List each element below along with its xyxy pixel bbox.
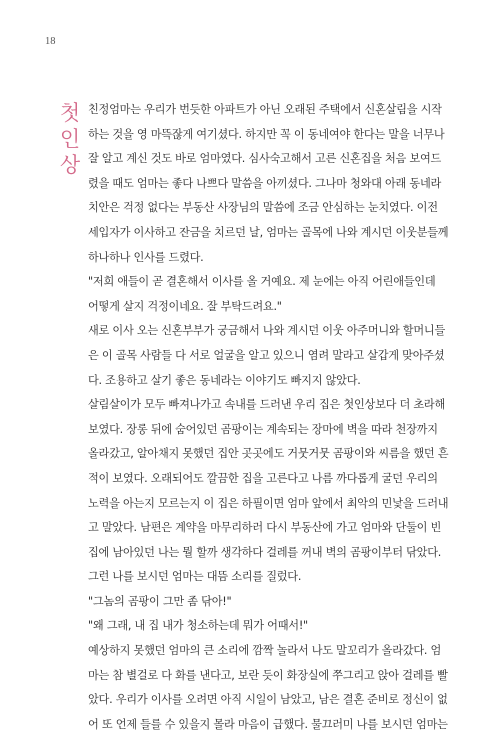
text-line: 적이 보였다. 오래되어도 깔끔한 집을 고른다고 나름 까다롭게 굴던 우리의 xyxy=(88,471,438,485)
text-line: 새로 이사 오는 신혼부부가 궁금해서 나와 계시던 이웃 아주머니와 할머니들 xyxy=(88,324,446,338)
text-line: 하는 것을 영 마뜩잖게 여기셨다. 하지만 꼭 이 동네여야 한다는 말을 너무나 xyxy=(88,127,445,141)
chapter-title-char: 인 xyxy=(59,127,81,151)
page-number: 18 xyxy=(45,36,56,47)
text-line: 어떻게 살지 걱정이네요. 잘 부탁드려요." xyxy=(88,299,282,313)
text-line: "그놈의 곰팡이 그만 좀 닦아!" xyxy=(88,594,232,608)
chapter-title xyxy=(58,100,82,178)
text-line: 어 또 언제 들를 수 있을지 몰라 마음이 급했다. 물끄러미 나를 보시던 엄마는 xyxy=(88,717,448,731)
text-line: "저희 애들이 곧 결혼해서 이사를 올 거예요. 제 눈에는 아직 어린애들인데 xyxy=(88,275,436,289)
text-line: 다. 조용하고 살기 좋은 동네라는 이야기도 빠지지 않았다. xyxy=(88,373,361,387)
text-line: 고 말았다. 남편은 계약을 마무리하러 다시 부동산에 가고 엄마와 단둘이 빈 xyxy=(88,521,442,535)
text-line: 집에 남아있던 나는 뭘 할까 생각하다 걸레를 꺼내 벽의 곰팡이부터 닦았다. xyxy=(88,545,442,559)
text-line: 살림살이가 모두 빠져나가고 속내를 드러낸 우리 집은 첫인상보다 더 초라해 xyxy=(88,398,446,412)
text-line: 친정엄마는 우리가 번듯한 아파트가 아닌 오래된 주택에서 신혼살림을 시작 xyxy=(88,103,442,116)
chapter-title-char: 상 xyxy=(59,153,81,177)
text-line: 치안은 걱정 없다는 부동산 사장님의 말씀에 조금 안심하는 눈치였다. 이전 xyxy=(88,201,438,215)
text-line: 마는 참 별걸로 다 화를 낸다고, 보란 듯이 화장실에 쭈그리고 앉아 걸레를 빨 xyxy=(88,668,448,682)
text-line: 보였다. 장롱 뒤에 숨어있던 곰팡이는 계속되는 장마에 벽을 따라 천장까지 xyxy=(88,422,438,436)
text-line: 았다. 우리가 이사를 오려면 아직 시일이 남았고, 남은 결혼 준비로 정신이 없 xyxy=(88,693,448,707)
text-line: 세입자가 이사하고 잔금을 치르던 날, 엄마는 골목에 나와 계시던 이웃분들께 xyxy=(88,225,449,239)
text-line: 노력을 아는지 모르는지 이 집은 하필이면 엄마 앞에서 최악의 민낯을 드러내 xyxy=(88,496,449,510)
body-text xyxy=(88,98,478,737)
text-line: 잘 알고 계신 것도 바로 엄마였다. 심사숙고해서 고른 신혼집을 처음 보여드 xyxy=(88,152,442,166)
text-line: 은 이 골목 사람들 다 서로 얼굴을 알고 있으니 염려 말라고 살갑게 맞아주셨 xyxy=(88,348,445,362)
text-line: 하나하나 인사를 드렸다. xyxy=(88,250,204,264)
text-line: 그런 나를 보시던 엄마는 대뜸 소리를 질렀다. xyxy=(88,570,302,584)
text-line: 올라갔고, 알아채지 못했던 집안 곳곳에도 거뭇거뭇 곰팡이와 씨름을 했던 흔 xyxy=(88,447,449,461)
chapter-title-char: 첫 xyxy=(59,101,81,125)
text-line: 예상하지 못했던 엄마의 큰 소리에 깜짝 놀라서 나도 말꼬리가 올라갔다. 엄 xyxy=(88,644,442,658)
text-line: "왜 그래, 내 집 내가 청소하는데 뭐가 어때서!" xyxy=(88,619,308,633)
text-line: 렸을 때도 엄마는 좋다 나쁘다 말씀을 아끼셨다. 그나마 청와대 아래 동네라 xyxy=(88,176,442,190)
